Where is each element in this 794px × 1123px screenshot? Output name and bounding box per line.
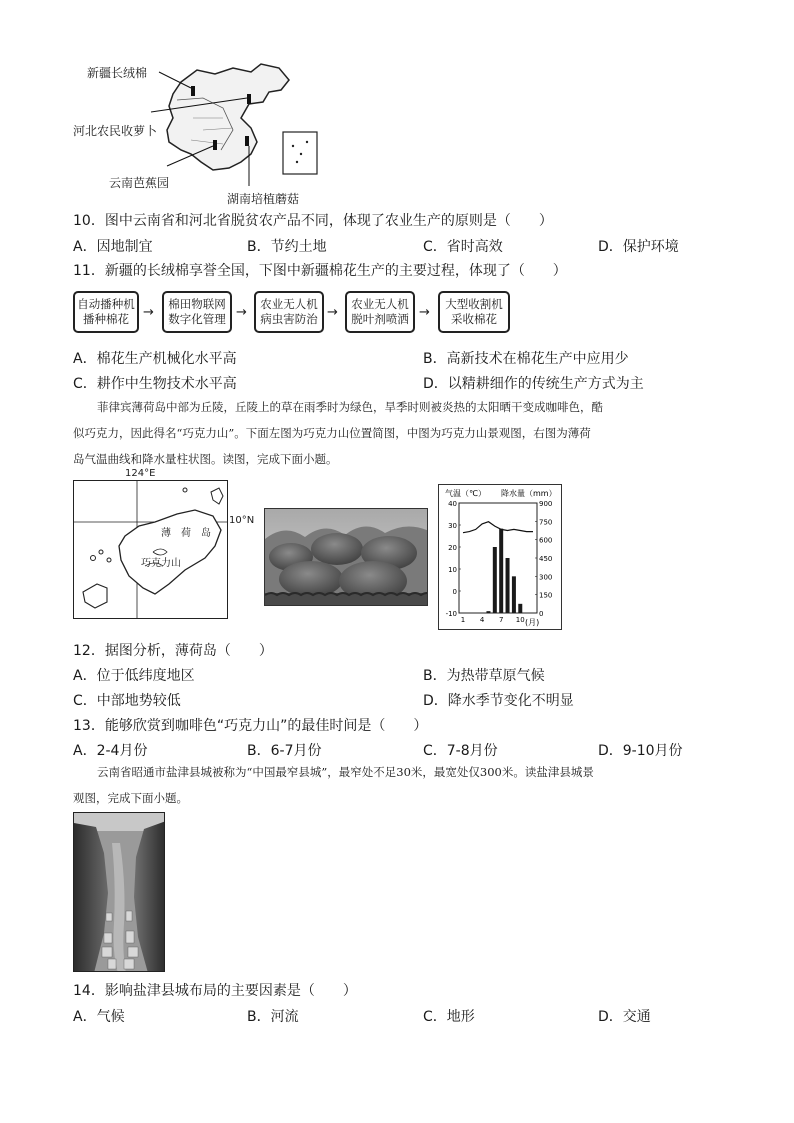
y-left-axis-label: 气温（℃） [445,489,486,498]
flow-arrow-icon: → [327,305,338,320]
question-14-stem: 14．影响盐津县城布局的主要因素是（ ） [73,983,357,999]
precip-bar [499,529,503,613]
q13-option-d[interactable]: D．9-10月份 [598,743,683,759]
q12-option-b[interactable]: B．为热带草原气候 [423,668,545,684]
label-xinjiang-cotton: 新疆长绒棉 [87,66,148,80]
label-hebei-radish: 河北农民收萝卜 [73,124,158,138]
q13-option-c[interactable]: C．7-8月份 [423,743,498,759]
y-left-tick-label: -10 [445,610,457,618]
plot-frame [459,503,537,613]
x-tick-label: 1 [460,616,466,624]
flow-arrow-icon: → [143,305,154,320]
passage-line: 岛气温曲线和降水量柱状图。读图，完成下面小题。 [73,452,338,466]
q11-option-b[interactable]: B．高新技术在棉花生产中应用少 [423,351,629,367]
q10-option-a[interactable]: A．因地制宜 [73,239,153,255]
x-tick-label: 7 [498,616,504,624]
q12-option-d[interactable]: D．降水季节变化不明显 [423,693,574,709]
flow-step-2-line2: 数字化管理 [168,312,226,326]
q14-option-b[interactable]: B．河流 [247,1009,299,1025]
question-12-stem: 12．据图分析，薄荷岛（ ） [73,643,273,659]
hills-name-label: 巧克力山 [141,558,181,569]
yanjin-town-photo [73,812,165,972]
parallel-label: 10°N [229,515,255,526]
yanjin-photo-drawing [74,813,165,972]
flow-step-1-line2: 播种棉花 [83,312,129,326]
question-11-stem: 11．新疆的长绒棉享誉全国，下图中新疆棉花生产的主要过程，体现了（ ） [73,263,567,279]
y-left-tick-label: 0 [452,588,457,596]
flow-step-4 [345,291,415,333]
y-left-tick-label: 20 [448,544,457,552]
y-left-tick-label: 30 [448,522,457,530]
y-right-tick-label: 150 [539,591,553,600]
q10-option-b[interactable]: B．节约土地 [247,239,327,255]
q14-option-d[interactable]: D．交通 [598,1009,651,1025]
y-right-tick-label: 450 [539,555,553,563]
flow-arrow-icon: → [236,305,247,320]
x-tick-label: 10 [515,616,525,624]
q11-option-a[interactable]: A．棉花生产机械化水平高 [73,351,237,367]
flow-step-5-line2: 采收棉花 [451,312,497,326]
q13-option-b[interactable]: B．6-7月份 [247,743,322,759]
flow-step-3-line2: 病虫害防治 [260,312,318,326]
question-10-stem: 10．图中云南省和河北省脱贫农产品不同，体现了农业生产的原则是（ ） [73,213,553,229]
precip-bar [486,611,490,613]
q11-option-d[interactable]: D．以精耕细作的传统生产方式为主 [423,376,644,392]
x-axis-label: (月) [525,618,540,627]
flow-step-1-line1: 自动播种机 [77,297,135,311]
climate-chart [438,484,562,630]
label-yunnan-banana: 云南芭蕉园 [109,176,170,190]
q11-option-c[interactable]: C．耕作中生物技术水平高 [73,376,237,392]
flow-arrow-icon: → [419,305,430,320]
passage-chocolate-hills [73,394,721,472]
q13-option-a[interactable]: A．2-4月份 [73,743,148,759]
flow-step-1 [73,291,139,333]
flow-step-2-line1: 棉田物联网 [168,297,226,311]
precip-bar [512,576,516,613]
china-products-figure [73,58,333,208]
passage-line: 似巧克力，因此得名“巧克力山”。下面左图为巧克力山位置简图，中图为巧克力山景观图，右图为薄荷 [73,426,591,440]
y-right-tick-label: 750 [539,518,553,527]
passage-yanjin [73,759,721,811]
precip-bar [506,558,510,613]
flow-step-5 [438,291,510,333]
temperature-curve [463,522,533,533]
y-right-tick-label: 600 [539,536,553,545]
bohol-map-drawing [73,470,261,620]
x-tick-label: 4 [479,616,485,624]
y-left-tick-label: 40 [448,500,457,508]
q12-option-c[interactable]: C．中部地势较低 [73,693,181,709]
chocolate-hills-photo [264,508,428,606]
passage-line: 云南省昭通市盐津县城被称为“中国最窄县城”，最窄处不足30米，最宽处仅300米。读盐津县城景 [97,765,594,779]
passage-line: 观图，完成下面小题。 [73,791,188,805]
y-right-tick-label: 0 [539,610,544,618]
climate-chart-svg [439,485,561,629]
y-left-tick-label: 10 [448,566,457,574]
flow-step-4-line1: 农业无人机 [351,297,409,311]
q12-option-a[interactable]: A．位于低纬度地区 [73,668,195,684]
passage-line: 菲律宾薄荷岛中部为丘陵，丘陵上的草在雨季时为绿色，旱季时则被炎热的太阳晒干变成咖啡色，酷 [97,400,603,414]
flow-step-2 [162,291,232,333]
island-name-label: 薄 荷 岛 [161,528,211,539]
chocolate-hills-drawing [265,509,428,606]
precip-bar [493,547,497,613]
label-hunan-mushroom: 湖南培植蘑菇 [227,192,300,206]
question-13-stem: 13．能够欣赏到咖啡色“巧克力山”的最佳时间是（ ） [73,718,428,734]
precip-bar [518,604,522,613]
flow-step-5-line1: 大型收割机 [445,297,503,311]
meridian-label: 124°E [125,468,156,479]
flow-step-4-line2: 脱叶剂喷洒 [351,312,409,326]
q14-option-c[interactable]: C．地形 [423,1009,475,1025]
y-right-axis-label: 降水量（mm） [501,489,557,498]
bohol-location-map [73,470,261,620]
flow-step-3-line1: 农业无人机 [260,297,318,311]
y-right-tick-label: 300 [539,573,553,582]
flow-step-3 [254,291,324,333]
q10-option-d[interactable]: D．保护环境 [598,239,679,255]
q14-option-a[interactable]: A．气候 [73,1009,125,1025]
y-right-tick-label: 900 [539,500,553,508]
q10-option-c[interactable]: C．省时高效 [423,239,503,255]
